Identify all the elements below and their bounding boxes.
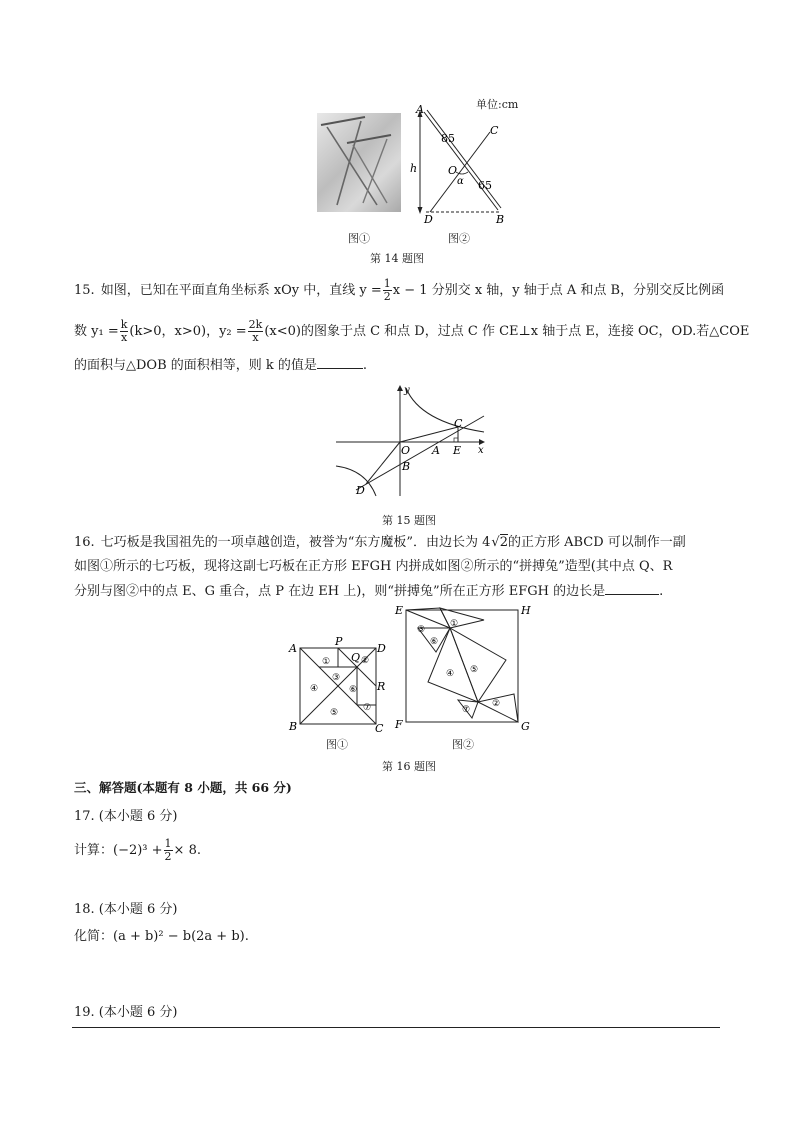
fig14-title: 第 14 题图 (370, 252, 424, 265)
fig15-label-A: A (432, 444, 440, 457)
fig14-label-D: D (424, 213, 433, 224)
fig16-title: 第 16 题图 (382, 760, 436, 773)
fig15-label-y: y (404, 385, 410, 396)
q16-answer-blank[interactable] (605, 584, 659, 595)
q17-frac-half: $\frac{1}{2}$ (164, 836, 172, 863)
q16-line-3: 分别与图②中的点 E、G 重合，点 P 在边 EH 上)，则“拼搏兔”所在正方形 EFGH 的边长是 . (74, 584, 664, 599)
fig14-label-C: C (490, 124, 499, 137)
fig16-label-Q: Q (351, 651, 361, 664)
q16-line-2: 如图①所示的七巧板，现将这副七巧板在正方形 EFGH 内拼成如图②所示的“拼搏兔”造型(其中点 Q、R (74, 559, 673, 574)
fig15-label-D: D (356, 484, 365, 497)
fig16b-piece-1: ① (450, 619, 459, 629)
q17-expression: 计算：(−2)³ + $\frac{1}{2}$ × 8. (74, 836, 201, 863)
q15-line-2: 数 y₁ = $\frac{k}{x}$ (k>0，x>0)，y₂ = $\frac{2k}{x}$ (x<0)的图象于点 C 和点 D，过点 C 作 CE⊥x 轴于点 E，连接 OC，OD.若△COE (74, 317, 750, 344)
fig16-label-F: F (395, 718, 403, 731)
fig14-label-alpha: α (457, 176, 464, 187)
fig16a-piece-4: ④ (310, 684, 319, 694)
folding-stool-sketch (317, 113, 401, 212)
fig16b-piece-7: ⑦ (462, 705, 471, 715)
fig15-label-x: x (478, 445, 484, 456)
fig16-tangram-square (286, 634, 392, 736)
fig16-label-A: A (289, 642, 297, 655)
q15-frac-half: $\frac{1}{2}$ (383, 276, 391, 303)
fig14-caption-1: 图① (348, 232, 370, 245)
fig14-length-OB: 65 (478, 179, 492, 192)
fig14-label-A: A (416, 104, 424, 116)
fig16-label-P: P (335, 635, 343, 648)
fig16b-piece-2: ② (492, 699, 501, 709)
section-3-heading: 三、解答题(本题有 8 小题，共 66 分) (74, 780, 292, 795)
fig16b-piece-6: ⑥ (430, 637, 439, 647)
q19-heading: 19. (本小题 6 分) (74, 1005, 178, 1020)
q16-line-1: 16. 七巧板是我国祖先的一项卓越创造，被誉为“东方魔板”．由边长为 4 √2 的正方形 ABCD 可以制作一副 (74, 535, 686, 550)
fig14-diagram (408, 104, 516, 224)
fig16-label-D: D (377, 642, 386, 655)
q15-frac-2k-over-x: $\frac{2k}{x}$ (248, 317, 263, 344)
fig14-caption-2: 图② (448, 232, 470, 245)
q15-line-1: 15. 如图，已知在平面直角坐标系 xOy 中，直线 y = $\frac{1}{2}$ x − 1 分别交 x 轴，y 轴于点 A 和点 B，分别交反比例函 (74, 276, 725, 303)
fig16-label-R: R (377, 680, 386, 693)
q17-heading: 17. (本小题 6 分) (74, 809, 178, 824)
fig16a-piece-5: ⑤ (330, 708, 339, 718)
fig16-label-C: C (375, 722, 384, 735)
page-bottom-rule (72, 1027, 720, 1028)
fig14-unit: 单位:cm (476, 98, 519, 111)
fig16-rabbit-square (392, 600, 534, 734)
fig16-label-G: G (521, 720, 530, 733)
fig14-length-AO: 85 (441, 132, 455, 145)
q18-expression: 化简：(a + b)² − b(2a + b). (74, 929, 249, 944)
q15-number: 15. (74, 282, 95, 298)
fig16b-piece-4: ④ (446, 669, 455, 679)
q16-sqrt: √2 (491, 535, 508, 550)
fig16a-piece-2: ② (361, 656, 370, 666)
fig14-label-O: O (448, 164, 458, 177)
q15-frac-k-over-x: $\frac{k}{x}$ (120, 317, 128, 344)
fig16-label-H: H (521, 604, 531, 617)
q16-number: 16. (74, 535, 95, 550)
fig16a-piece-7: ⑦ (363, 703, 372, 713)
fig16-label-E: E (395, 604, 404, 617)
fig15-label-O: O (401, 444, 411, 457)
fig15-label-C: C (454, 417, 463, 430)
fig16a-piece-3: ③ (332, 673, 341, 683)
q15-line-3: 的面积与△DOB 的面积相等，则 k 的值是 . (74, 358, 368, 373)
fig16-caption-2: 图② (452, 738, 474, 751)
q18-heading: 18. (本小题 6 分) (74, 902, 178, 917)
fig16b-piece-5: ⑤ (470, 665, 479, 675)
fig15-diagram (334, 382, 494, 498)
fig15-label-B: B (402, 460, 411, 473)
q15-answer-blank[interactable] (317, 358, 363, 369)
fig15-title: 第 15 题图 (382, 514, 436, 527)
fig14-label-B: B (496, 213, 505, 224)
fig16b-piece-3: ③ (417, 625, 426, 635)
fig16a-piece-1: ① (322, 657, 331, 667)
fig16-caption-1: 图① (326, 738, 348, 751)
fig16a-piece-6: ⑥ (349, 685, 358, 695)
fig16-label-B: B (289, 720, 298, 733)
folding-stool-photo (317, 113, 401, 212)
fig15-label-E: E (453, 444, 462, 457)
fig14-label-h: h (410, 162, 418, 175)
